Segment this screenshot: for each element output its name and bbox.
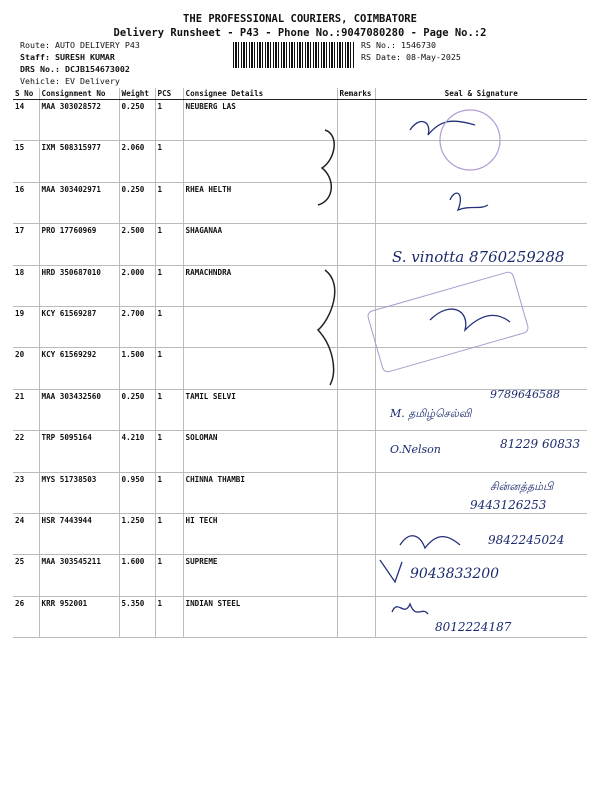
cell-pcs: 1 bbox=[155, 389, 183, 430]
table-row bbox=[13, 348, 587, 389]
cell-sno: 24 bbox=[13, 513, 39, 554]
rs-no-label: RS No.: bbox=[361, 40, 396, 50]
cell-consignee: SUPREME bbox=[183, 555, 337, 596]
table-row bbox=[13, 100, 587, 141]
cell-sno: 21 bbox=[13, 389, 39, 430]
staff-line bbox=[20, 52, 140, 64]
cell-consignee: NEUBERG LAS bbox=[183, 100, 337, 141]
cell-pcs: 1 bbox=[155, 513, 183, 554]
cell-consignment: MAA 303028572 bbox=[39, 100, 119, 141]
barcode bbox=[233, 42, 355, 68]
cell-pcs: 1 bbox=[155, 472, 183, 513]
table-row bbox=[13, 182, 587, 223]
cell-consignment: MAA 303402971 bbox=[39, 182, 119, 223]
cell-consignment: HSR 7443944 bbox=[39, 513, 119, 554]
cell-weight: 0.250 bbox=[119, 389, 155, 430]
cell-pcs: 1 bbox=[155, 596, 183, 637]
vehicle-value: EV Delivery bbox=[64, 75, 120, 86]
cell-pcs: 1 bbox=[155, 555, 183, 596]
cell-remarks bbox=[337, 182, 375, 223]
table-header-row bbox=[13, 88, 587, 100]
staff-value: SURESH KUMAR bbox=[54, 51, 115, 62]
cell-sno: 17 bbox=[13, 224, 39, 265]
cell-consignment: TRP 5095164 bbox=[39, 431, 119, 472]
cell-sno: 19 bbox=[13, 306, 39, 347]
cell-consignee bbox=[183, 306, 337, 347]
cell-consignment: KRR 952001 bbox=[39, 596, 119, 637]
cell-consignee: CHINNA THAMBI bbox=[183, 472, 337, 513]
cell-pcs: 1 bbox=[155, 348, 183, 389]
table-row bbox=[13, 141, 587, 182]
cell-consignee bbox=[183, 348, 337, 389]
cell-consignment: MAA 303432560 bbox=[39, 389, 119, 430]
cell-weight: 2.700 bbox=[119, 306, 155, 347]
cell-consignment: IXM 508315977 bbox=[39, 141, 119, 182]
cell-sno: 18 bbox=[13, 265, 39, 306]
cell-pcs: 1 bbox=[155, 431, 183, 472]
cell-consignment: HRD 350687010 bbox=[39, 265, 119, 306]
cell-weight: 2.060 bbox=[119, 141, 155, 182]
handwritten-row23-name: சின்னத்தம்பி bbox=[490, 480, 554, 493]
cell-consignment: KCY 61569287 bbox=[39, 306, 119, 347]
handwritten-row23-phone: 9443126253 bbox=[470, 498, 547, 512]
header-pcs: PCS bbox=[155, 88, 183, 100]
cell-seal-signature bbox=[375, 182, 587, 223]
header-consignee: Consignee Details bbox=[183, 88, 337, 100]
cell-consignee: SOLOMAN bbox=[183, 431, 337, 472]
cell-remarks bbox=[337, 596, 375, 637]
runsheet-subtitle: Delivery Runsheet - P43 - Phone No.:9047080280 - Page No.:2 bbox=[113, 27, 487, 39]
route-label: Route: bbox=[20, 40, 50, 50]
cell-remarks bbox=[337, 100, 375, 141]
table-row bbox=[13, 555, 587, 596]
rs-no-line bbox=[361, 40, 461, 52]
cell-pcs: 1 bbox=[155, 182, 183, 223]
route-value: AUTO DELIVERY P43 bbox=[54, 40, 140, 50]
drs-line bbox=[20, 64, 140, 76]
header-consignment: Consignment No bbox=[39, 88, 119, 100]
cell-remarks bbox=[337, 265, 375, 306]
cell-consignment: PRO 17760969 bbox=[39, 224, 119, 265]
route-line bbox=[20, 40, 140, 52]
header-sno: S No bbox=[13, 88, 39, 100]
handwritten-row26-phone: 8012224187 bbox=[435, 620, 512, 634]
cell-remarks bbox=[337, 513, 375, 554]
cell-sno: 16 bbox=[13, 182, 39, 223]
cell-consignee: RHEA HELTH bbox=[183, 182, 337, 223]
drs-label: DRS No.: bbox=[20, 64, 60, 75]
cell-sno: 23 bbox=[13, 472, 39, 513]
cell-weight: 0.950 bbox=[119, 472, 155, 513]
cell-consignee: SHAGANAA bbox=[183, 224, 337, 265]
handwritten-row22-name: O.Nelson bbox=[390, 443, 441, 456]
cell-remarks bbox=[337, 389, 375, 430]
cell-weight: 1.600 bbox=[119, 555, 155, 596]
cell-pcs: 1 bbox=[155, 141, 183, 182]
cell-consignment: MAA 303545211 bbox=[39, 555, 119, 596]
cell-weight: 2.500 bbox=[119, 224, 155, 265]
cell-seal-signature bbox=[375, 141, 587, 182]
cell-remarks bbox=[337, 224, 375, 265]
cell-pcs: 1 bbox=[155, 100, 183, 141]
cell-remarks bbox=[337, 431, 375, 472]
handwritten-row21-phone: 9789646588 bbox=[490, 388, 560, 401]
cell-sno: 14 bbox=[13, 100, 39, 141]
cell-consignee: HI TECH bbox=[183, 513, 337, 554]
company-title: THE PROFESSIONAL COURIERS, COIMBATORE bbox=[183, 13, 417, 25]
cell-consignee: INDIAN STEEL bbox=[183, 596, 337, 637]
staff-label: Staff: bbox=[20, 51, 50, 62]
cell-seal-signature bbox=[375, 100, 587, 141]
cell-weight: 5.350 bbox=[119, 596, 155, 637]
cell-consignment: MYS 51738503 bbox=[39, 472, 119, 513]
cell-weight: 1.250 bbox=[119, 513, 155, 554]
cell-sno: 15 bbox=[13, 141, 39, 182]
handwritten-row25-phone: 9043833200 bbox=[410, 566, 500, 582]
cell-remarks bbox=[337, 555, 375, 596]
rs-date-label: RS Date: bbox=[361, 51, 401, 62]
cell-remarks bbox=[337, 472, 375, 513]
rs-no-value: 1546730 bbox=[400, 40, 436, 50]
rs-date-line bbox=[361, 52, 461, 64]
cell-consignee bbox=[183, 141, 337, 182]
meta-left bbox=[20, 40, 140, 87]
cell-consignment: KCY 61569292 bbox=[39, 348, 119, 389]
cell-pcs: 1 bbox=[155, 265, 183, 306]
header-remarks: Remarks bbox=[337, 88, 375, 100]
runsheet-table bbox=[13, 88, 587, 638]
cell-sno: 22 bbox=[13, 431, 39, 472]
handwritten-row24: 9842245024 bbox=[488, 533, 565, 547]
cell-weight: 0.250 bbox=[119, 100, 155, 141]
cell-remarks bbox=[337, 348, 375, 389]
vehicle-line bbox=[20, 76, 140, 88]
cell-consignee: RAMACHNDRA bbox=[183, 265, 337, 306]
header-seal-signature: Seal & Signature bbox=[375, 88, 587, 100]
cell-weight: 0.250 bbox=[119, 182, 155, 223]
cell-consignee: TAMIL SELVI bbox=[183, 389, 337, 430]
drs-value: DCJB154673002 bbox=[64, 64, 130, 75]
cell-sno: 26 bbox=[13, 596, 39, 637]
meta-right bbox=[361, 40, 461, 63]
rs-date-value: 08-May-2025 bbox=[405, 51, 461, 62]
cell-pcs: 1 bbox=[155, 224, 183, 265]
vehicle-label: Vehicle: bbox=[20, 75, 60, 86]
cell-sno: 25 bbox=[13, 555, 39, 596]
cell-pcs: 1 bbox=[155, 306, 183, 347]
handwritten-row22-phone: 81229 60833 bbox=[500, 437, 581, 451]
handwritten-row21-name: M. தமிழ்செல்வி bbox=[390, 407, 472, 420]
cell-sno: 20 bbox=[13, 348, 39, 389]
header-weight: Weight bbox=[119, 88, 155, 100]
cell-weight: 4.210 bbox=[119, 431, 155, 472]
cell-weight: 1.500 bbox=[119, 348, 155, 389]
cell-remarks bbox=[337, 141, 375, 182]
cell-weight: 2.000 bbox=[119, 265, 155, 306]
handwritten-row17: S. vinotta 8760259288 bbox=[392, 248, 565, 266]
